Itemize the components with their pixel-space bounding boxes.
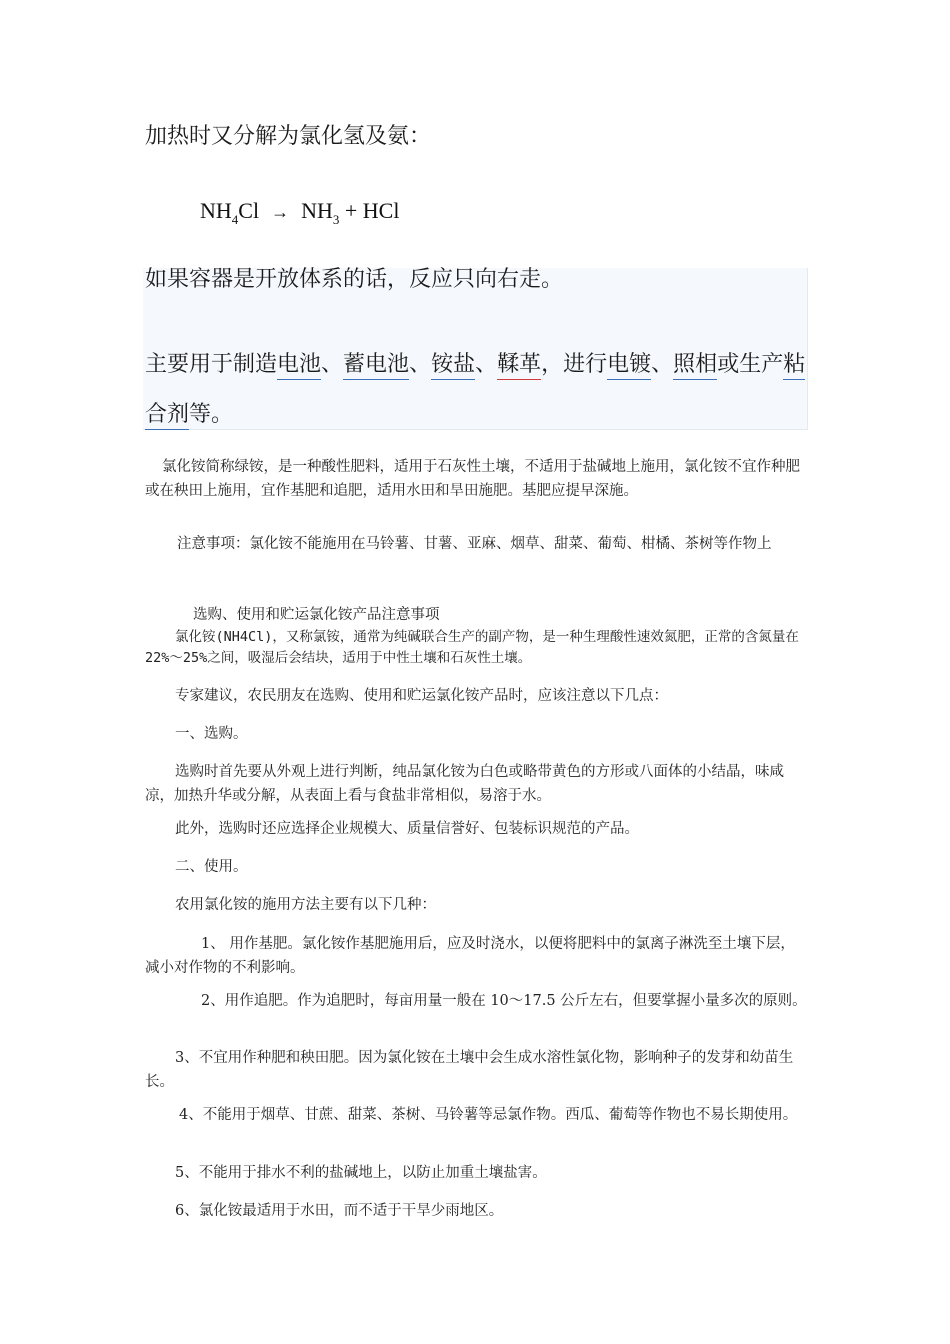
link-storage-battery[interactable]: 蓄电池	[343, 352, 409, 380]
plus-sign: +	[344, 198, 358, 223]
intro-line: 加热时又分解为氯化氢及氨：	[145, 124, 432, 149]
paragraph-purchase-1: 选购时首先要从外观上进行判断，纯品氯化铵为白色或略带黄色的方形或八面体的小结晶，味咸凉，加热升华或分解，从表面上看与食盐非常相似，易溶于水。	[145, 764, 784, 804]
section-title: 选购、使用和贮运氯化铵产品注意事项	[193, 607, 440, 623]
open-system-line: 如果容器是开放体系的话，反应只向右走。	[145, 267, 564, 292]
list-item-3: 3、不宜用作种肥和秧田肥。因为氯化铵在土壤中会生成水溶性氯化物，影响种子的发芽和幼苗生长。	[145, 1050, 794, 1090]
link-ammonium-salt[interactable]: 铵盐	[431, 352, 475, 380]
link-battery[interactable]: 电池	[277, 352, 321, 380]
product-hcl: HCl	[362, 198, 400, 223]
uses-paragraph: 主要用于制造电池、蓄电池、铵盐、鞣革，进行电镀、照相或生产粘 合剂等。	[145, 340, 809, 440]
reaction-arrow: →	[271, 202, 290, 222]
reactant: $NH_4Cl$	[200, 198, 260, 227]
list-item-2: 2、用作追肥。作为追肥时，每亩用量一般在 10～17.5 公斤左右，但要掌握小量多次的原则。	[201, 993, 807, 1009]
paragraph-definition: 氯化铵(NH4Cl)，又称氯铵，通常为纯碱联合生产的副产物，是一种生理酸性速效氮肥，正常的含氮量在 22%～25%之间，吸湿后会结块，适用于中性土壤和石灰性土壤。	[145, 629, 799, 666]
link-adhesive-1[interactable]: 粘	[783, 352, 805, 380]
link-electroplating[interactable]: 电镀	[607, 352, 651, 380]
product-ammonia: $NH_3$	[301, 198, 340, 227]
link-photography[interactable]: 照相	[673, 352, 717, 380]
paragraph-expert-advice: 专家建议，农民朋友在选购、使用和贮运氯化铵产品时，应该注意以下几点：	[175, 688, 668, 704]
heading-purchase: 一、选购。	[175, 726, 248, 742]
chemical-equation	[200, 198, 399, 228]
paragraph-purchase-2: 此外，选购时还应选择企业规模大、质量信誉好、包装标识规范的产品。	[175, 821, 639, 837]
paragraph-green-ammonium: 氯化铵简称绿铵，是一种酸性肥料，适用于石灰性土壤，不适用于盐碱地上施用，氯化铵不宜作种肥或在秧田上施用，宜作基肥和追肥，适用水田和旱田施肥。基肥应提早深施。	[145, 459, 800, 499]
link-tanning[interactable]: 鞣革	[497, 352, 541, 380]
paragraph-precautions: 注意事项：氯化铵不能施用在马铃薯、甘薯、亚麻、烟草、甜菜、葡萄、柑橘、茶树等作物上	[177, 536, 772, 552]
heading-use: 二、使用。	[175, 859, 248, 875]
paragraph-use-methods: 农用氯化铵的施用方法主要有以下几种：	[175, 897, 436, 913]
list-item-1: 1、 用作基肥。氯化铵作基肥施用后，应及时浇水，以便将肥料中的氯离子淋洗至土壤下层，减小对作物的不利影响。	[145, 936, 795, 976]
link-adhesive-2[interactable]: 合剂	[145, 402, 189, 430]
list-item-6: 6、氯化铵最适用于水田，而不适于干旱少雨地区。	[175, 1203, 504, 1219]
list-item-4: 4、不能用于烟草、甘蔗、甜菜、茶树、马铃薯等忌氯作物。西瓜、葡萄等作物也不易长期使用。	[179, 1107, 798, 1123]
list-item-5: 5、不能用于排水不利的盐碱地上，以防止加重土壤盐害。	[175, 1165, 547, 1181]
